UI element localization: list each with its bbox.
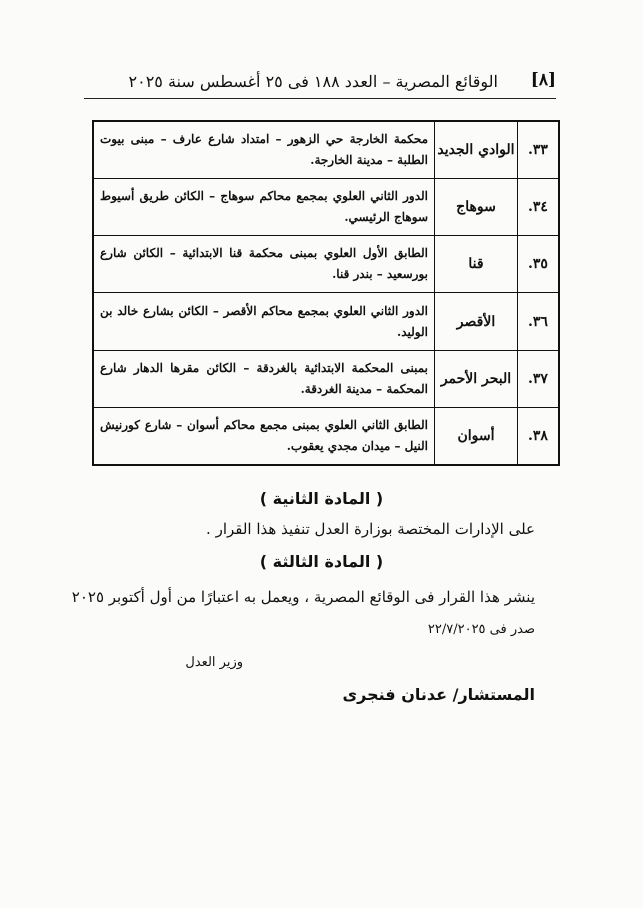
governorate-name: أسوان: [435, 407, 518, 465]
row-number: ٣٥.: [518, 236, 560, 293]
row-number: ٣٤.: [518, 179, 560, 236]
court-address: الطابق الثاني العلوي بمبنى مجمع محاكم أسوان – شارع كورنيش النيل – ميدان مجدي يعقوب.: [93, 407, 435, 465]
table-row: [93, 350, 559, 407]
court-address: الدور الثاني العلوي بمجمع محاكم سوهاج – الكائن طريق أسيوط سوهاج الرئيسي.: [93, 179, 435, 236]
article-two-text: على الإدارات المختصة بوزارة العدل تنفيذ هذا القرار .: [206, 520, 535, 538]
table-row: [93, 121, 559, 179]
row-number: ٣٣.: [518, 121, 560, 179]
row-number: ٣٨.: [518, 407, 560, 465]
table-row: [93, 236, 559, 293]
issue-date: صدر فى ٢٢/٧/٢٠٢٥: [427, 622, 535, 637]
court-address: محكمة الخارجة حي الزهور – امتداد شارع عارف – مبنى بيوت الطلبة – مدينة الخارجة.: [93, 121, 435, 179]
table-row: [93, 293, 559, 350]
table-row: [93, 179, 559, 236]
article-three-text: ينشر هذا القرار فى الوقائع المصرية ، ويعمل به اعتبارًا من أول أكتوبر ٢٠٢٥: [71, 588, 535, 606]
row-number: ٣٧.: [518, 350, 560, 407]
row-number: ٣٦.: [518, 293, 560, 350]
governorate-name: الوادي الجديد: [435, 121, 518, 179]
court-address: بمبنى المحكمة الابتدائية بالغردقة – الكائن مقرها الدهار شارع المحكمة – مدينة الغردقة.: [93, 350, 435, 407]
page-header: [84, 64, 556, 99]
governorate-name: البحر الأحمر: [435, 350, 518, 407]
court-address: الطابق الأول العلوي بمبنى محكمة قنا الابتدائية – الكائن شارع بورسعيد – بندر قنا.: [93, 236, 435, 293]
minister-title: وزير العدل: [185, 655, 243, 670]
article-two-title: ( المادة الثانية ): [259, 489, 384, 508]
governorate-name: سوهاج: [435, 179, 518, 236]
gazette-header-title: الوقائع المصرية – العدد ١٨٨ فى ٢٥ أغسطس سنة ٢٠٢٥: [128, 72, 498, 91]
courts-table: [92, 120, 560, 466]
governorate-name: الأقصر: [435, 293, 518, 350]
court-address: الدور الثاني العلوي بمجمع محاكم الأقصر – الكائن بشارع خالد بن الوليد.: [93, 293, 435, 350]
table-row: [93, 407, 559, 465]
article-three-title: ( المادة الثالثة ): [259, 552, 384, 571]
governorate-name: قنا: [435, 236, 518, 293]
page-number: [٨]: [530, 70, 556, 90]
minister-signature: المستشار/ عدنان فنجرى: [342, 685, 535, 704]
